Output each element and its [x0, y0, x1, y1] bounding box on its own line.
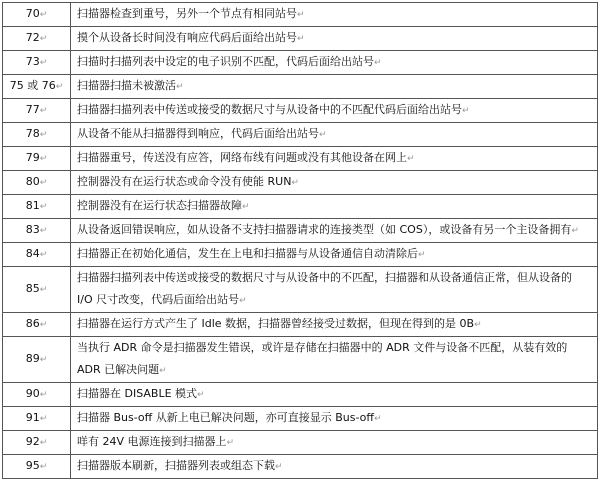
error-description-cell: [71, 383, 598, 407]
error-description: 咩有 24V 电源连接到扫描器上: [77, 435, 227, 448]
paragraph-mark-icon: ↵: [373, 414, 382, 424]
error-description: 从设备返回错误响应，如从设备不支持扫描器请求的连接类型（如 COS），或设备有另一个主设备拥有: [77, 223, 572, 236]
error-description-cell: [71, 407, 598, 431]
error-code-cell: [3, 313, 71, 337]
error-code-cell: [3, 27, 71, 51]
error-description: 扫描器在 DISABLE 模式: [77, 387, 198, 400]
paragraph-mark-icon: ↵: [39, 58, 48, 68]
paragraph-mark-icon: ↵: [39, 438, 48, 448]
error-description-cell: [71, 147, 598, 171]
error-description-cell: [71, 51, 598, 75]
paragraph-mark-icon: ↵: [197, 390, 205, 400]
paragraph-mark-icon: ↵: [39, 178, 48, 188]
error-description-cell: [71, 455, 598, 479]
table-row: [3, 147, 598, 171]
error-code-cell: [3, 147, 71, 171]
error-code: 91: [25, 411, 40, 424]
table-row: [3, 51, 598, 75]
paragraph-mark-icon: ↵: [275, 462, 283, 472]
error-description: 扫描器正在初始化通信，发生在上电和扫描器与从设备通信自动清除后: [77, 247, 418, 260]
error-code-cell: [3, 219, 71, 243]
error-description-cell: [71, 243, 598, 267]
paragraph-mark-icon: ↵: [239, 296, 247, 306]
table-row: [3, 27, 598, 51]
error-code-cell: [3, 123, 71, 147]
table-row: [3, 123, 598, 147]
table-row: [3, 407, 598, 431]
paragraph-mark-icon: ↵: [418, 250, 426, 260]
table-row: [3, 455, 598, 479]
error-description: 控制器没有在运行状态扫描器故障: [77, 199, 242, 212]
error-code-cell: [3, 243, 71, 267]
paragraph-mark-icon: ↵: [176, 82, 184, 92]
error-description-cell: [71, 195, 598, 219]
error-code-cell: [3, 171, 71, 195]
table-row: [3, 99, 598, 123]
paragraph-mark-icon: ↵: [39, 414, 48, 424]
paragraph-mark-icon: ↵: [55, 82, 64, 92]
error-code-cell: [3, 75, 71, 99]
table-row: [3, 313, 598, 337]
error-code: 79: [25, 151, 40, 164]
paragraph-mark-icon: ↵: [407, 154, 415, 164]
error-description: 扫描器扫描列表中传送或接受的数据尺寸与从设备中的不匹配代码后面给出站号: [77, 103, 462, 116]
error-description-cell: [71, 27, 598, 51]
error-description-cell: [71, 99, 598, 123]
error-code: 81: [25, 199, 40, 212]
paragraph-mark-icon: ↵: [242, 202, 250, 212]
table-row: [3, 431, 598, 455]
error-code: 80: [25, 175, 40, 188]
error-description: 扫描器检查到重号，另外一个节点有相同站号: [77, 7, 297, 20]
paragraph-mark-icon: ↵: [39, 320, 48, 330]
paragraph-mark-icon: ↵: [297, 34, 305, 44]
table-row: [3, 219, 598, 243]
error-code: 78: [25, 127, 40, 140]
error-code: 75 或 76: [9, 79, 56, 92]
error-description-cell: [71, 123, 598, 147]
error-description: 扫描器重号，传送没有应答，网络布线有问题或没有其他设备在网上: [77, 151, 407, 164]
error-code-cell: [3, 407, 71, 431]
error-description-cell: [71, 337, 598, 383]
error-code: 83: [25, 223, 40, 236]
paragraph-mark-icon: ↵: [319, 130, 327, 140]
error-description-cell: [71, 75, 598, 99]
error-description: 扫描器在运行方式产生了 Idle 数据，扫描器曾经接受过数据，但现在得到的是 0B: [77, 317, 475, 330]
error-code-cell: [3, 195, 71, 219]
paragraph-mark-icon: ↵: [297, 10, 305, 20]
error-description-cell: [71, 267, 598, 313]
paragraph-mark-icon: ↵: [39, 226, 48, 236]
error-code-cell: [3, 267, 71, 313]
table-row: [3, 171, 598, 195]
error-code-cell: [3, 383, 71, 407]
paragraph-mark-icon: ↵: [39, 106, 48, 116]
table-row: [3, 337, 598, 383]
paragraph-mark-icon: ↵: [39, 390, 48, 400]
error-code: 72: [25, 31, 40, 44]
error-description-cell: [71, 313, 598, 337]
paragraph-mark-icon: ↵: [291, 178, 299, 188]
error-description-cell: [71, 219, 598, 243]
paragraph-mark-icon: ↵: [571, 226, 579, 236]
error-description: 控制器没有在运行状态或命令没有使能 RUN: [77, 175, 292, 188]
error-description: 扫描时扫描列表中设定的电子识别不匹配，代码后面给出站号: [77, 55, 374, 68]
error-code: 90: [25, 387, 40, 400]
error-code-cell: [3, 337, 71, 383]
error-description-cell: [71, 3, 598, 27]
table-row: [3, 383, 598, 407]
paragraph-mark-icon: ↵: [39, 462, 48, 472]
error-code: 89: [25, 352, 40, 365]
error-code: 92: [25, 435, 40, 448]
error-description-cell: [71, 431, 598, 455]
paragraph-mark-icon: ↵: [226, 438, 235, 448]
error-code-table: [2, 2, 598, 479]
paragraph-mark-icon: ↵: [39, 250, 48, 260]
error-description: 摸个从设备长时间没有响应代码后面给出站号: [77, 31, 297, 44]
error-code: 95: [25, 459, 40, 472]
error-code-cell: [3, 431, 71, 455]
error-code-cell: [3, 51, 71, 75]
error-description: 当执行 ADR 命令是扫描器发生错误，或许是存储在扫描器中的 ADR 文件与设备不匹配，从装有效的 ADR 已解决问题: [77, 341, 568, 376]
error-code-cell: [3, 3, 71, 27]
table-row: [3, 3, 598, 27]
paragraph-mark-icon: ↵: [462, 106, 470, 116]
error-code-cell: [3, 99, 71, 123]
error-code-cell: [3, 455, 71, 479]
error-code: 84: [25, 247, 40, 260]
paragraph-mark-icon: ↵: [39, 154, 48, 164]
error-code: 73: [25, 55, 40, 68]
table-row: [3, 195, 598, 219]
error-code: 77: [25, 103, 40, 116]
paragraph-mark-icon: ↵: [39, 285, 48, 295]
error-description: 扫描器 Bus-off 从新上电已解决问题，亦可直接显示 Bus-off: [77, 411, 374, 424]
paragraph-mark-icon: ↵: [39, 202, 48, 212]
error-code: 70: [25, 7, 40, 20]
paragraph-mark-icon: ↵: [39, 10, 48, 20]
paragraph-mark-icon: ↵: [474, 320, 482, 330]
table-row: [3, 267, 598, 313]
error-description: 从设备不能从扫描器得到响应，代码后面给出站号: [77, 127, 319, 140]
error-description: 扫描器版本刷新，扫描器列表或组态下载: [77, 459, 275, 472]
paragraph-mark-icon: ↵: [39, 355, 48, 365]
table-row: [3, 75, 598, 99]
paragraph-mark-icon: ↵: [39, 130, 48, 140]
error-description: 扫描器扫描列表中传送或接受的数据尺寸与从设备中的不匹配，扫描器和从设备通信正常，但从设备的 I/O 尺寸改变，代码后面给出站号: [77, 271, 572, 306]
paragraph-mark-icon: ↵: [374, 58, 382, 68]
error-code: 85: [25, 282, 40, 295]
paragraph-mark-icon: ↵: [159, 366, 167, 376]
error-description: 扫描器扫描未被激活: [77, 79, 176, 92]
error-code: 86: [25, 317, 40, 330]
table-row: [3, 243, 598, 267]
error-description-cell: [71, 171, 598, 195]
paragraph-mark-icon: ↵: [39, 34, 48, 44]
